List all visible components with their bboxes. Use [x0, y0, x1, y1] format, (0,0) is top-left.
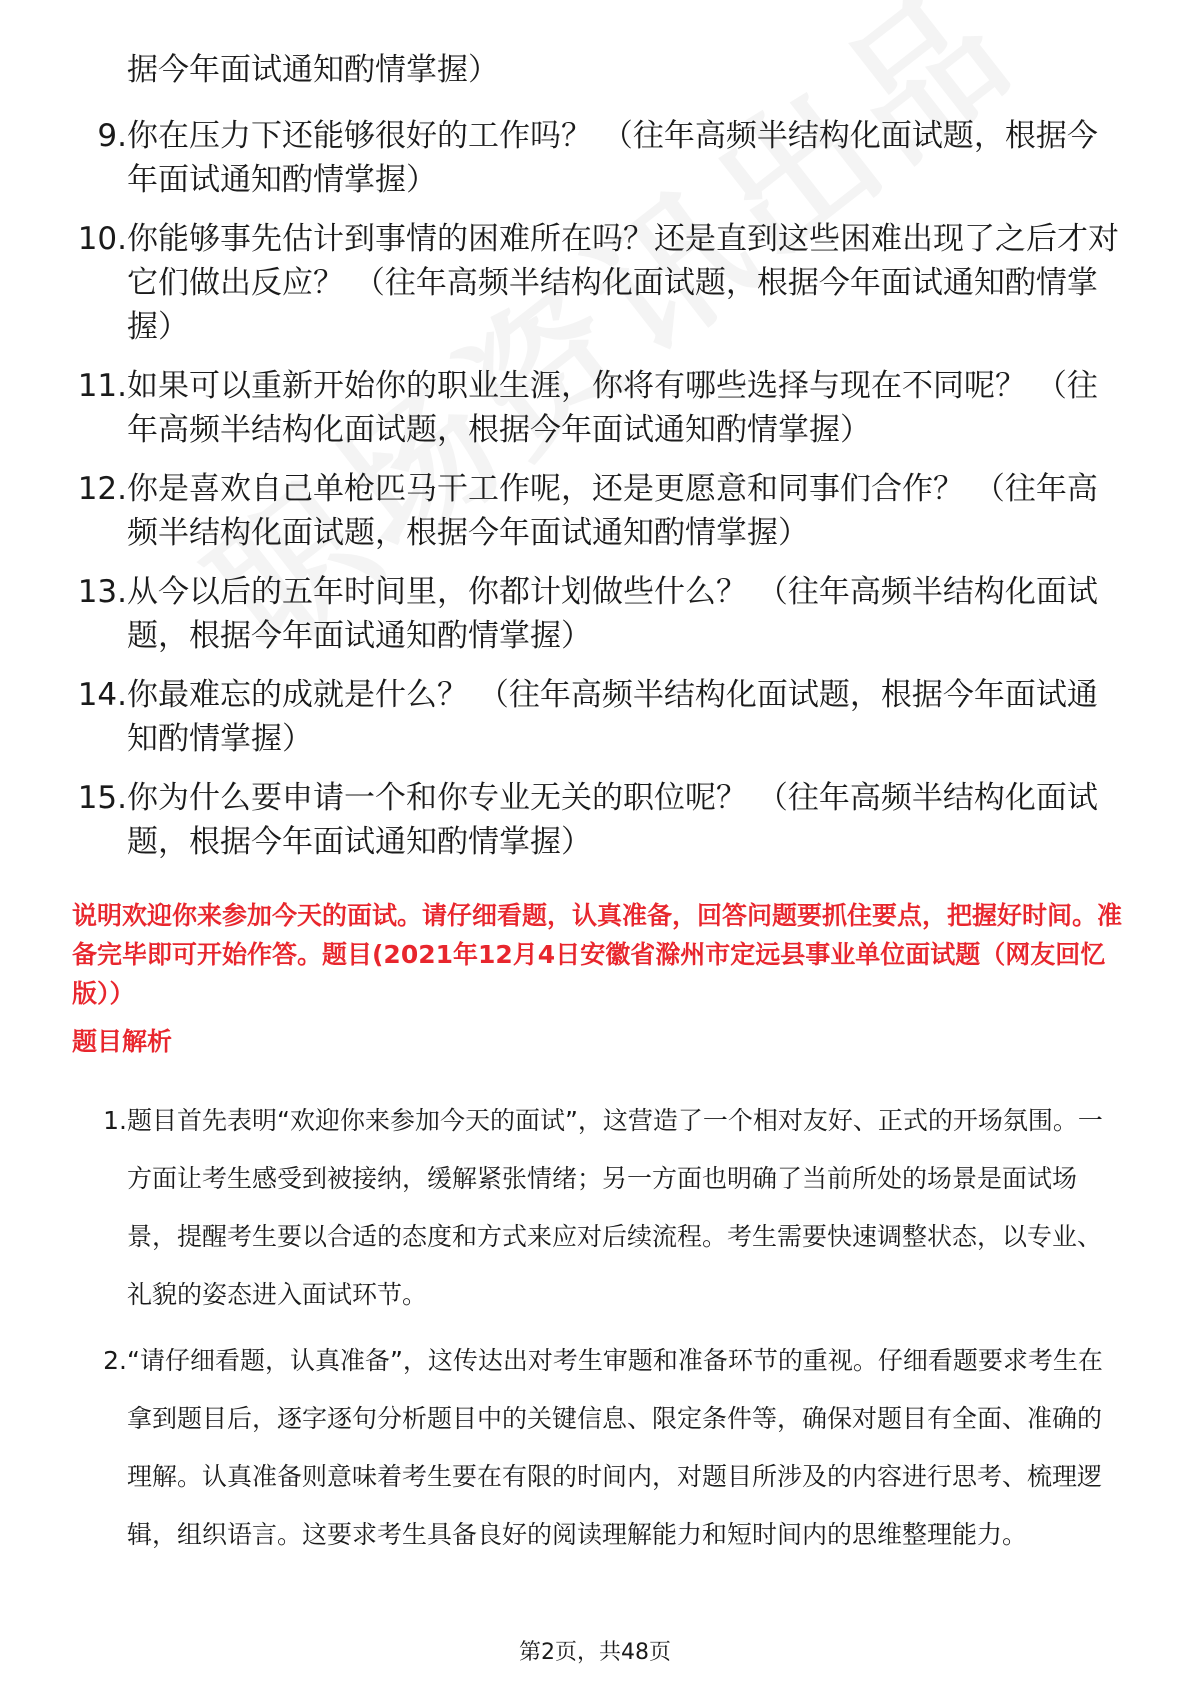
question-item — [60, 570, 1120, 658]
analysis-list — [72, 1092, 1122, 1572]
question-text: 你能够事先估计到事情的困难所在吗？还是直到这些困难出现了之后才对它们做出反应？ （往年高频半结构化面试题，根据今年面试通知酌情掌握） — [127, 221, 1119, 345]
question-number: 9. — [97, 118, 127, 154]
question-number: 10. — [77, 221, 127, 257]
question-text: 从今以后的五年时间里，你都计划做些什么？ （往年高频半结构化面试题，根据今年面试通知酌情掌握） — [127, 574, 1098, 654]
question-list — [60, 114, 1120, 879]
analysis-text: “请仔细看题，认真准备”，这传达出对考生审题和准备环节的重视。仔细看题要求考生在拿到题目后，逐字逐句分析题目中的关键信息、限定条件等，确保对题目有全面、准确的理解。认真准备则意味着考生要在有限的时间内，对题目所涉及的内容进行思考、梳理逻辑，组织语言。这要求考生具备良好的阅读理解能力和短时间内的思维整理能力。 — [127, 1346, 1103, 1549]
question-text: 你是喜欢自己单枪匹马干工作呢，还是更愿意和同事们合作？ （往年高频半结构化面试题，根据今年面试通知酌情掌握） — [127, 471, 1098, 551]
analysis-text: 题目首先表明“欢迎你来参加今天的面试”，这营造了一个相对友好、正式的开场氛围。一方面让考生感受到被接纳，缓解紧张情绪；另一方面也明确了当前所处的场景是面试场景，提醒考生要以合适的态度和方式来应对后续流程。考生需要快速调整状态，以专业、礼貌的姿态进入面试环节。 — [127, 1106, 1103, 1309]
exam-notice: 说明欢迎你来参加今天的面试。请仔细看题，认真准备，回答问题要抓住要点，把握好时间。准备完毕即可开始作答。题目(2021年12月4日安徽省滁州市定远县事业单位面试题（网友回忆版）） — [72, 901, 1123, 1008]
analysis-number: 2. — [103, 1346, 127, 1375]
question-item — [60, 776, 1120, 864]
question-item — [60, 673, 1120, 761]
question-number: 13. — [77, 574, 127, 610]
page-footer: 第2页，共48页 — [519, 1640, 671, 1665]
question-text: 你在压力下还能够很好的工作吗？ （往年高频半结构化面试题，根据今年面试通知酌情掌握） — [127, 118, 1098, 198]
question-item — [60, 467, 1120, 555]
analysis-item — [72, 1092, 1122, 1324]
question-text: 你为什么要申请一个和你专业无关的职位呢？ （往年高频半结构化面试题，根据今年面试通知酌情掌握） — [127, 780, 1098, 860]
question-item — [60, 114, 1120, 202]
question-text: 你最难忘的成就是什么？ （往年高频半结构化面试题，根据今年面试通知酌情掌握） — [127, 677, 1098, 757]
question-number: 14. — [77, 677, 127, 713]
question-number: 15. — [77, 780, 127, 816]
analysis-heading: 题目解析 — [72, 1027, 173, 1056]
question-number: 11. — [77, 368, 127, 404]
question-item — [60, 217, 1120, 349]
analysis-item — [72, 1332, 1122, 1564]
analysis-number: 1. — [103, 1106, 127, 1135]
question-continuation: 据今年面试通知酌情掌握） — [127, 52, 499, 88]
question-item — [60, 364, 1120, 452]
question-text: 如果可以重新开始你的职业生涯，你将有哪些选择与现在不同呢？ （往年高频半结构化面试题，根据今年面试通知酌情掌握） — [127, 368, 1098, 448]
question-number: 12. — [77, 471, 127, 507]
